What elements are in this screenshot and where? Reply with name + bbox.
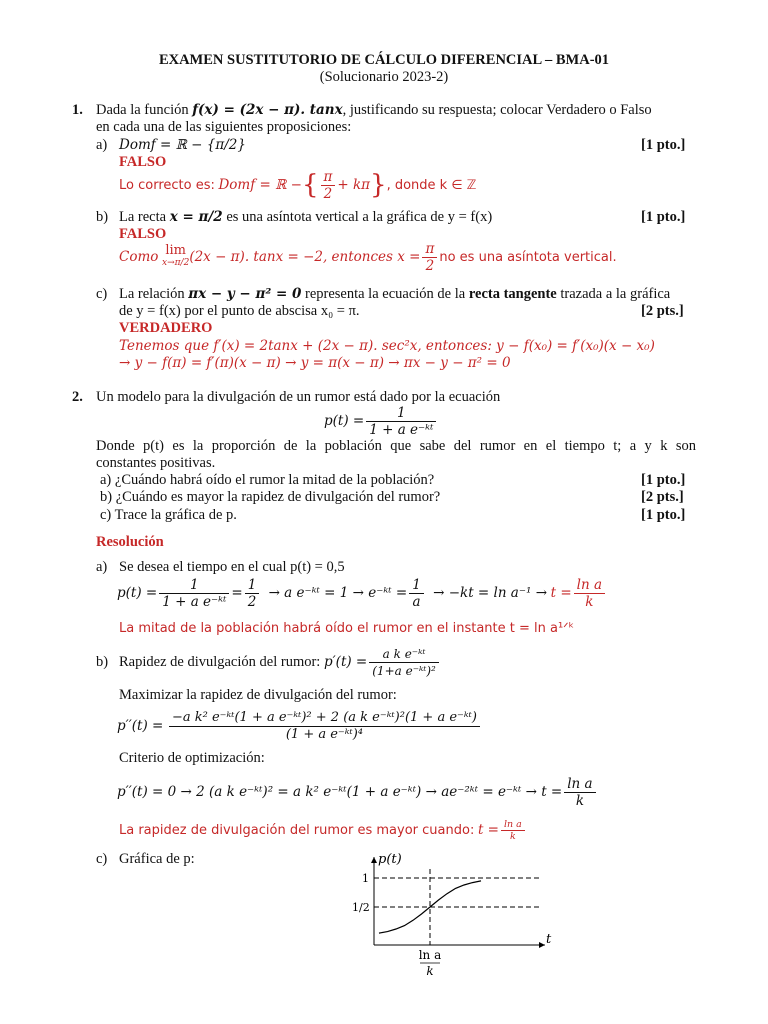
x-tick-den: k	[426, 964, 434, 978]
q2-description-line2: constantes positivas.	[96, 455, 216, 471]
y-axis-label: p(t)	[378, 852, 402, 867]
x-tick-num: ln a	[418, 948, 442, 962]
q1c-answer: VERDADERO	[119, 320, 213, 336]
q1c-label: c)	[96, 286, 108, 302]
x-axis-label: t	[546, 932, 552, 947]
resolution-heading: Resolución	[96, 534, 164, 550]
q2-intro: Un modelo para la divulgación de un rumor está dado por la ecuación	[96, 389, 501, 405]
logistic-graph	[340, 845, 570, 985]
q1b-statement: La recta x = π/2 es una asíntota vertical a la gráfica de y = f(x)	[119, 209, 493, 225]
res-b-maximize: Maximizar la rapidez de divulgación del rumor:	[119, 687, 397, 703]
q1a-answer: FALSO	[119, 154, 167, 170]
q1a-label: a)	[96, 137, 108, 153]
q1b-points: [1 pto.]	[641, 209, 686, 225]
q1b-label: b)	[96, 209, 109, 225]
res-a-label: a)	[96, 559, 108, 575]
res-b-second-derivative: p′′(t) = $\frac{\text{−a k² e⁻ᵏᵗ(1 + a e⁻ᵏᵗ)² + 2 (a k e⁻ᵏᵗ)²(1 + a e⁻ᵏᵗ)}}{\text{(1 + a e⁻ᵏᵗ)⁴}}$	[117, 706, 482, 746]
q2-description-line1: Donde p(t) es la proporción de la población que sabe del rumor en el tiempo t; a y k son	[96, 438, 696, 454]
q2-item-a: a) ¿Cuándo habrá oído el rumor la mitad de la población?	[100, 472, 435, 488]
res-b-optimization: p′′(t) = 0 → 2 (a k e⁻ᵏᵗ)² = a k² e⁻ᵏᵗ(1 + a e⁻ᵏᵗ) → ae⁻²ᵏᵗ = e⁻ᵏᵗ → t = $\frac{\text{ln a}}{k}$	[117, 772, 598, 812]
q1-intro: Dada la función f(x) = (2x − π). tanx, justificando su respuesta; colocar Verdadero o Falso	[96, 102, 652, 118]
exam-title: EXAMEN SUSTITUTORIO DE CÁLCULO DIFERENCIAL – BMA-01	[158, 52, 610, 68]
y-tick-half: 1/2	[352, 901, 370, 914]
q1c-line2: de y = f(x) por el punto de abscisa x₀ = π.	[119, 303, 360, 319]
res-b-derivative: Rapidez de divulgación del rumor: p′(t) = $\frac{\text{a k e⁻ᵏᵗ}}{\text{(1+a e⁻ᵏᵗ)²}}$	[119, 642, 441, 682]
q1-number: 1.	[72, 102, 83, 118]
q2-item-b-points: [2 pts.]	[641, 489, 684, 505]
q2-number: 2.	[72, 389, 83, 405]
res-b-label: b)	[96, 654, 109, 670]
q1a-points: [1 pto.]	[641, 137, 686, 153]
exam-subtitle: (Solucionario 2023-2)	[319, 69, 449, 85]
res-b-conclusion: La rapidez de divulgación del rumor es mayor cuando: t = $\frac{\text{ln a}}{k}$	[119, 815, 527, 845]
res-a-equation: p(t) = $\frac{1}{\text{1 + a e⁻ᵏᵗ}}$ = $\frac{1}{2}$ → a e⁻ᵏᵗ = 1 → e⁻ᵏᵗ = $\frac{1}{a}$ → −kt = ln a⁻¹ → t = $\frac{\text{ln a}}{k}$	[117, 575, 607, 611]
q1c-work-line1: Tenemos que f′(x) = 2tanx + (2x − π). sec²x, entonces: y − f(x₀) = f′(x₀)(x − x₀)	[119, 338, 655, 354]
res-c-label: c)	[96, 851, 108, 867]
q1-intro-line2: en cada una de las siguientes proposiciones:	[96, 119, 352, 135]
q2-item-b: b) ¿Cuándo es mayor la rapidez de divulgación del rumor?	[100, 489, 441, 505]
q1-function: f(x) = (2x − π). tanx	[192, 102, 343, 118]
q2-model-equation: p(t) = $\frac{1}{\text{1 + a e⁻ᵏᵗ}}$	[324, 404, 438, 438]
q1b-reason: Como lim x→π/2 (2x − π). tanx = −2, entonces x = $\frac{\pi}{2}$ no es una asíntota vertical.	[119, 240, 617, 274]
res-a-text: Se desea el tiempo en el cual p(t) = 0,5	[119, 559, 345, 575]
q2-item-c: c) Trace la gráfica de p.	[100, 507, 237, 523]
q1c-statement: La relación πx − y − π² = 0 representa la ecuación de la recta tangente trazada a la gráfica	[119, 286, 671, 302]
res-a-conclusion: La mitad de la población habrá oído el rumor en el instante t = ln a¹ᐟᵏ	[119, 621, 575, 636]
res-c-text: Gráfica de p:	[119, 851, 195, 867]
q1a-correction: Lo correcto es: Domf = ℝ − { $\frac{\pi}{2}$ + kπ } , donde k ∈ ℤ	[119, 168, 477, 202]
q2-item-a-points: [1 pto.]	[641, 472, 686, 488]
q1b-answer: FALSO	[119, 226, 167, 242]
q2-item-c-points: [1 pto.]	[641, 507, 686, 523]
y-tick-one: 1	[362, 872, 369, 885]
q1c-work-line2: → y − f(π) = f′(π)(x − π) → y = π(x − π) → πx − y − π² = 0	[119, 355, 511, 371]
res-b-criterion: Criterio de optimización:	[119, 750, 265, 766]
q1c-points: [2 pts.]	[641, 303, 684, 319]
q1a-statement: Domf = ℝ − {π/2}	[119, 137, 246, 153]
